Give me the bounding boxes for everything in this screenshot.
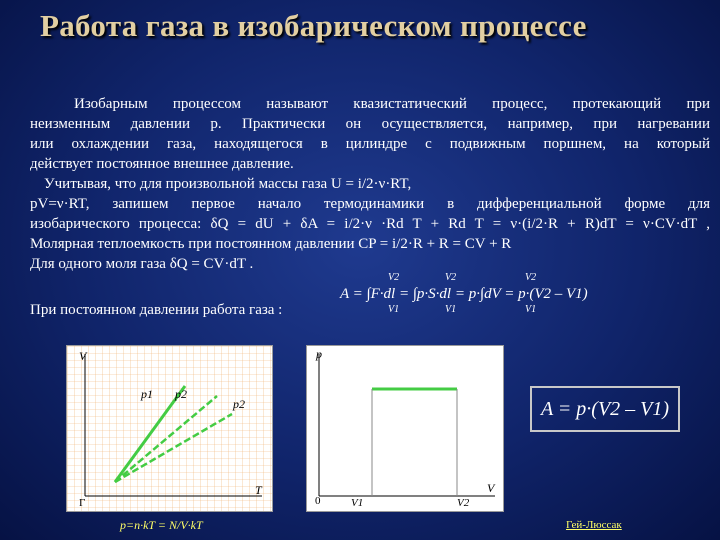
gay-lussac-link[interactable]: Гей-Люссак <box>566 519 622 531</box>
paragraph-line: действует постоянное внешнее давление. <box>30 156 294 172</box>
work-result-box <box>530 386 680 432</box>
isobar-vt-graph <box>66 345 273 512</box>
label-p3: p2 <box>233 397 245 411</box>
isobar-vt-svg <box>67 346 272 511</box>
pv-work-svg <box>307 346 503 511</box>
work-formula-text: A = ∫F·dl = ∫p·S·dl = p·∫dV = p·(V2 – V1) <box>340 286 588 302</box>
work-result-formula: A = p·(V2 – V1) <box>540 397 670 420</box>
integral-upper-limit: V2 <box>388 272 400 283</box>
origin-label: 0 <box>315 495 321 507</box>
t-axis-label: T <box>255 483 262 497</box>
label-p2: p2 <box>175 387 187 401</box>
work-formula <box>340 272 588 315</box>
integral-upper-limit: V2 <box>525 272 537 283</box>
integral-lower-limit: V1 <box>445 304 457 315</box>
graph-grid <box>67 346 272 511</box>
v1-tick: V1 <box>351 497 364 509</box>
paragraph-line: Изобарным процессом называют квазистатический процесс, протекающий при <box>74 96 710 112</box>
paragraph-line: Для одного моля газа δQ = CV·dT . <box>30 256 254 272</box>
paragraph-line: Учитывая, что для произвольной массы газа U = i/2·ν·RT, <box>44 176 412 192</box>
label-p1: p1 <box>141 387 153 401</box>
paragraph-line: неизменным давлении р. Практически он осуществляется, например, при нагревании <box>30 116 710 132</box>
integral-upper-limit: V2 <box>445 272 457 283</box>
paragraph-line: pV=ν·RT, запишем первое начало термодинамики в дифференциальной форме для <box>30 196 710 212</box>
paragraph-line: или охлаждении газа, находящегося в цилиндре с подвижным поршнем, на который <box>30 136 710 152</box>
paragraph-line: изобарического процесса: δQ = dU + δA = i/2·ν ·Rd T + Rd T = ν·(i/2·R + R)dT = ν·CV·dT , <box>30 216 710 232</box>
v-axis-label: V <box>487 481 495 495</box>
integral-lower-limit: V1 <box>388 304 400 315</box>
origin-label: Г <box>79 497 86 509</box>
p-axis-label: p <box>316 347 322 361</box>
pv-work-graph <box>306 345 504 512</box>
slide-title: Работа газа в изобарическом процессе <box>40 8 587 43</box>
description-paragraph <box>30 94 710 274</box>
integral-lower-limit: V1 <box>525 304 537 315</box>
v-axis-label: V <box>79 349 87 363</box>
constant-pressure-label: При постоянном давлении работа газа : <box>30 302 283 318</box>
pressure-formula-caption: p=n·kT = N/V·kT <box>120 518 203 532</box>
v2-tick: V2 <box>457 497 470 509</box>
paragraph-line: Молярная теплоемкость при постоянном давлении CP = i/2·R + R = CV + R <box>30 236 512 252</box>
